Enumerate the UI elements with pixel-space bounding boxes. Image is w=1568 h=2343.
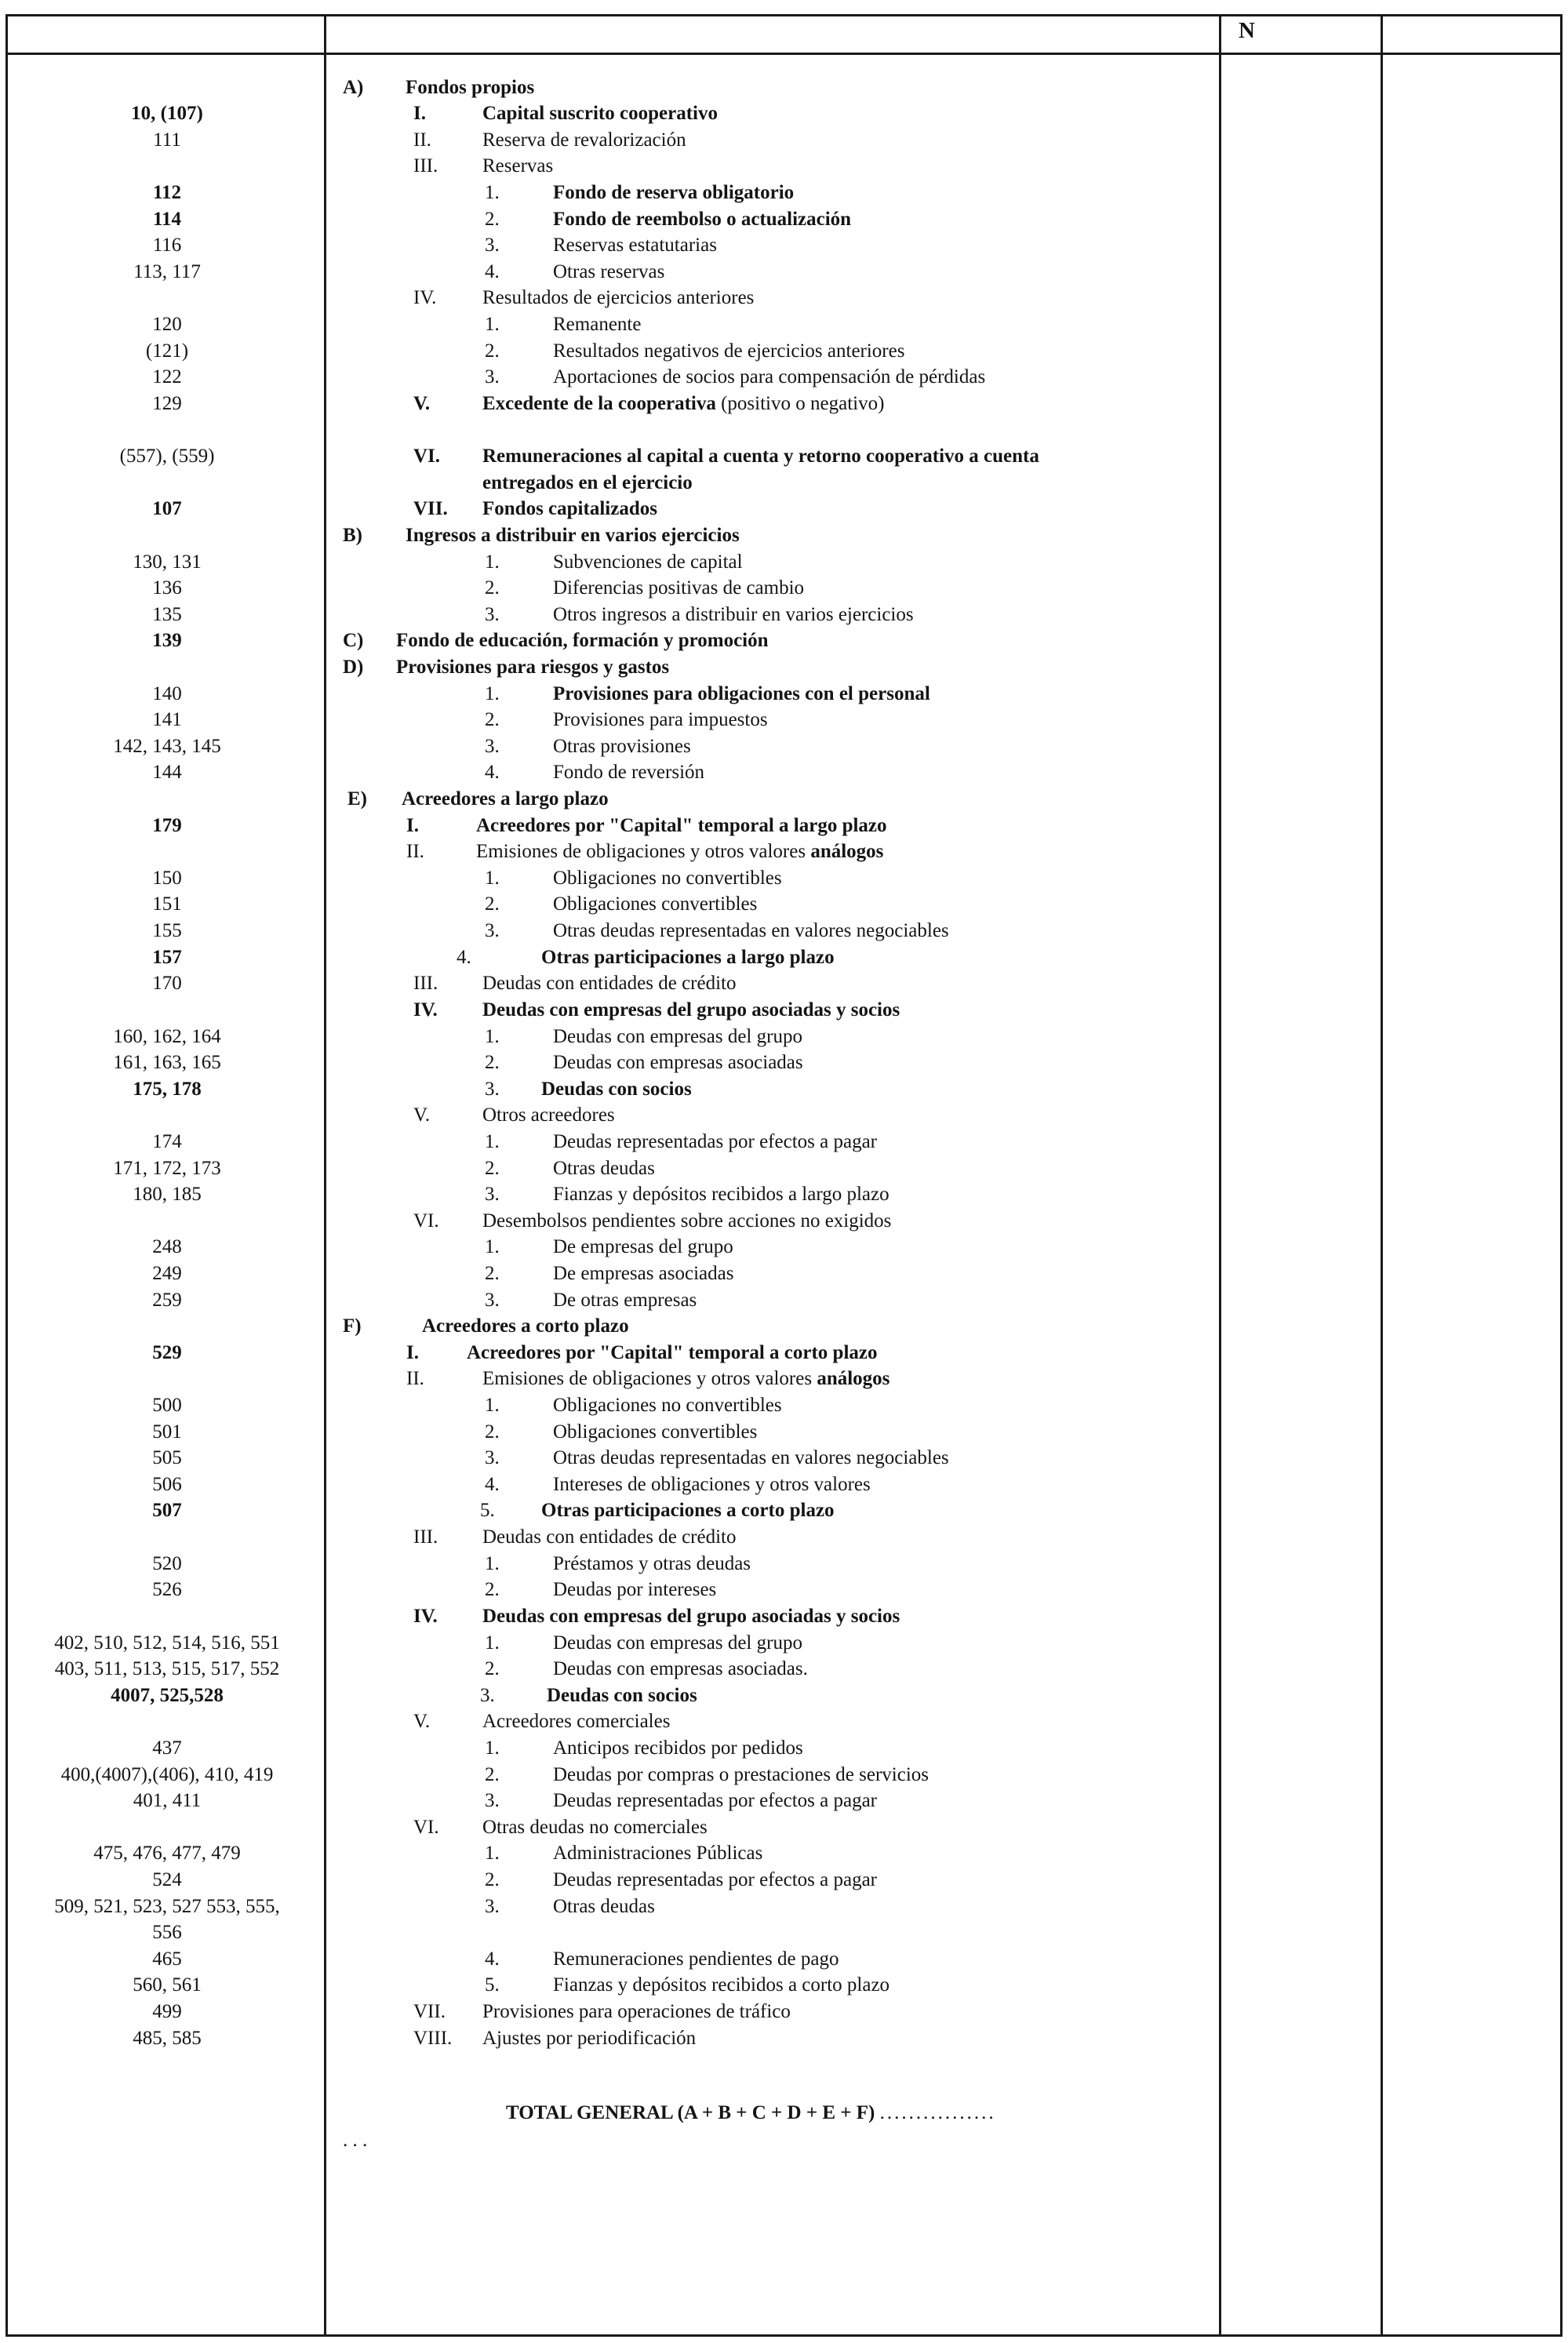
concept-text: Obligaciones no convertibles (553, 868, 782, 889)
concept-text: Deudas con socios (541, 1079, 692, 1100)
concept-text: De empresas asociadas (553, 1263, 734, 1284)
concept-label (482, 443, 1039, 470)
item-marker: 3. (485, 1079, 500, 1100)
account-code: 135 (152, 604, 182, 625)
item-marker: V. (413, 1104, 431, 1126)
concept-label (482, 391, 884, 417)
item-marker: 4. (485, 1474, 500, 1495)
concept-label (547, 1683, 697, 1709)
item-marker: 1. (485, 182, 500, 203)
account-code: 122 (152, 366, 182, 387)
concept-label (482, 2025, 696, 2052)
item-marker: IV. (413, 287, 437, 308)
item-marker: 2. (485, 340, 500, 362)
concept-label (553, 602, 914, 628)
concept-label (467, 1340, 878, 1366)
concept-label (553, 1762, 929, 1788)
account-code: 144 (152, 762, 182, 783)
item-marker: 1. (485, 1236, 500, 1257)
concept-text: Otros acreedores (482, 1104, 615, 1126)
concept-text: Deudas con empresas del grupo asociadas y socios (482, 999, 900, 1021)
account-code: 129 (152, 393, 182, 414)
item-marker: 3. (485, 604, 500, 625)
concept-text: Remuneraciones al capital a cuenta y retorno cooperativo a cuenta (482, 446, 1039, 467)
item-marker: VIII. (413, 2028, 453, 2049)
item-marker: 1. (485, 1395, 500, 1416)
concept-label (482, 1603, 900, 1630)
concept-text: Fondo de reembolso o actualización (553, 209, 852, 230)
item-marker: 1. (485, 683, 500, 704)
concept-label (553, 364, 985, 391)
concept-label (482, 1708, 670, 1735)
item-marker: 3. (485, 1290, 500, 1311)
account-code: (121) (145, 340, 189, 362)
concept-label (553, 1972, 890, 1999)
concept-text: Emisiones de obligaciones y otros valores (482, 1368, 817, 1389)
account-code: 500 (152, 1395, 182, 1416)
item-marker: 4. (457, 947, 471, 968)
account-code: 142, 143, 145 (113, 736, 221, 757)
concept-text: Fianzas y depósitos recibidos a corto plazo (553, 1974, 890, 1996)
concept-text: Provisiones para operaciones de tráfico (482, 2001, 791, 2022)
concept-text: Acreedores comerciales (482, 1711, 671, 1732)
account-code: 157 (152, 947, 182, 968)
item-marker: I. (406, 815, 419, 836)
concept-text: Provisiones para obligaciones con el personal (553, 683, 930, 704)
account-code: 249 (152, 1263, 182, 1284)
item-marker: E) (347, 788, 367, 809)
item-marker: 2. (485, 1579, 500, 1600)
account-code: 556 (152, 1922, 182, 1943)
concept-text: Otros ingresos a distribuir en varios ejercicios (553, 604, 914, 625)
account-code: 171, 172, 173 (113, 1158, 221, 1179)
item-marker: 2. (485, 1421, 500, 1443)
account-code: 485, 585 (133, 2028, 202, 2049)
concept-text: Provisiones para riesgos y gastos (396, 657, 670, 678)
account-code: 437 (152, 1737, 182, 1759)
concept-text: Desembolsos pendientes sobre acciones no exigidos (482, 1210, 892, 1232)
concept-text: Ingresos a distribuir en varios ejercicios (406, 525, 740, 546)
account-code: 174 (152, 1131, 182, 1152)
concept-label (553, 259, 664, 286)
concept-label (553, 1472, 871, 1498)
concept-text: Resultados negativos de ejercicios anteriores (553, 340, 905, 362)
item-marker: 1. (485, 1737, 500, 1759)
concept-text: Reservas (482, 155, 554, 176)
item-marker: 1. (485, 1026, 500, 1047)
account-code: 520 (152, 1553, 182, 1574)
account-code: 151 (152, 893, 182, 915)
item-marker: 3. (485, 1790, 500, 1811)
account-code: 509, 521, 523, 527 553, 555, (54, 1896, 280, 1917)
item-marker: 2. (485, 577, 500, 598)
concept-suffix: análogos (810, 841, 884, 862)
concept-text: Capital suscrito cooperativo (482, 103, 718, 124)
item-marker: 4. (485, 1948, 500, 1970)
concept-label (553, 575, 804, 602)
item-marker: VI. (413, 1817, 439, 1838)
concept-text: Provisiones para impuestos (553, 709, 768, 730)
concept-text: Otras reservas (553, 261, 665, 282)
total-label: TOTAL GENERAL (A + B + C + D + E + F) (506, 2102, 875, 2123)
item-marker: 3. (485, 736, 500, 757)
concept-text: Acreedores por "Capital" temporal a largo plazo (476, 815, 887, 836)
concept-label (553, 1261, 733, 1287)
concept-text: Remuneraciones pendientes de pago (553, 1948, 839, 1970)
concept-label (406, 522, 740, 549)
item-marker: 3. (485, 920, 500, 941)
concept-label (482, 997, 900, 1024)
item-marker: 3. (485, 1184, 500, 1205)
concept-label (553, 1946, 839, 1973)
account-code: 130, 131 (133, 551, 202, 573)
concept-label (476, 839, 883, 865)
account-code: 175, 178 (133, 1079, 202, 1100)
concept-label (553, 1050, 803, 1076)
account-code: 529 (152, 1342, 182, 1363)
item-marker: VII. (413, 498, 448, 519)
item-marker: IV. (413, 999, 438, 1021)
concept-text: Deudas representadas por efectos a pagar (553, 1131, 877, 1152)
item-marker: 3. (485, 235, 500, 256)
concept-text: Reserva de revalorización (482, 129, 686, 151)
item-marker: VI. (413, 1210, 439, 1232)
concept-label (553, 1419, 757, 1446)
concept-label (541, 944, 835, 971)
concept-text: Fondo de educación, formación y promoción (396, 630, 769, 651)
item-marker: 1. (485, 1553, 500, 1574)
concept-text: Otras deudas representadas en valores negociables (553, 1447, 949, 1468)
item-marker: 1. (485, 314, 500, 335)
account-code: 161, 163, 165 (113, 1052, 221, 1073)
concept-label (553, 1551, 751, 1577)
item-marker: 3. (480, 1685, 495, 1706)
account-code: 113, 117 (133, 261, 201, 282)
concept-label (541, 1497, 835, 1524)
account-code: 403, 511, 513, 515, 517, 552 (54, 1658, 280, 1679)
continuation-dots: . . . (343, 2130, 368, 2151)
account-code: 524 (152, 1869, 182, 1890)
concept-text: Deudas por intereses (553, 1579, 717, 1600)
account-code: 499 (152, 2001, 182, 2022)
concept-label (482, 285, 754, 311)
concept-label (553, 549, 743, 576)
concept-text: Excedente de la cooperativa (482, 393, 716, 414)
concept-text: Acreedores a largo plazo (402, 788, 609, 809)
account-code: 560, 561 (133, 1974, 202, 1996)
item-marker: 2. (485, 1869, 500, 1890)
right-border (1560, 14, 1563, 2337)
concept-label (553, 1577, 716, 1603)
item-marker: 2. (485, 1658, 500, 1679)
concept-label (553, 1840, 762, 1867)
item-marker: 1. (485, 1131, 500, 1152)
concept-label (482, 496, 657, 522)
concept-label (482, 470, 693, 497)
item-marker: F) (343, 1315, 362, 1337)
concept-text: Fondo de reversión (553, 762, 705, 783)
item-marker: II. (413, 129, 431, 151)
item-marker: 1. (485, 1843, 500, 1864)
account-code: 111 (153, 129, 181, 151)
account-code: (557), (559) (119, 446, 215, 467)
item-marker: 2. (485, 1158, 500, 1179)
concept-text: Otras deudas representadas en valores negociables (553, 920, 949, 941)
concept-text: Anticipos recibidos por pedidos (553, 1737, 803, 1759)
column-divider-n (1381, 14, 1383, 2337)
concept-label (482, 970, 737, 997)
concept-text: Deudas con empresas del grupo asociadas y socios (482, 1606, 900, 1627)
concept-text: Deudas con entidades de crédito (482, 973, 737, 994)
concept-label (553, 206, 851, 233)
account-code: 10, (107) (131, 103, 203, 124)
concept-label (422, 1313, 629, 1340)
concept-text: Obligaciones convertibles (553, 893, 758, 915)
account-code: 4007, 525,528 (111, 1685, 224, 1706)
concept-label (482, 1102, 615, 1129)
concept-label (553, 1867, 877, 1894)
item-marker: 2. (485, 209, 500, 230)
column-divider-concepts (1219, 14, 1221, 2337)
concept-text: Diferencias positivas de cambio (553, 577, 805, 598)
item-marker: III. (413, 155, 438, 176)
concept-label (396, 654, 669, 681)
item-marker: B) (343, 525, 362, 546)
concept-label (553, 865, 782, 892)
account-code: 526 (152, 1579, 182, 1600)
total-leader: ................ (879, 2102, 996, 2123)
concept-label (553, 707, 768, 733)
top-border (5, 14, 1563, 16)
item-marker: 3. (485, 1896, 500, 1917)
concept-label (553, 1234, 733, 1261)
item-marker: II. (406, 1368, 424, 1389)
item-marker: 4. (485, 762, 500, 783)
item-marker: D) (343, 657, 364, 678)
item-marker: V. (413, 1711, 431, 1732)
item-marker: IV. (413, 1606, 438, 1627)
account-code: 501 (152, 1421, 182, 1443)
concept-text: Deudas con socios (547, 1685, 697, 1706)
column-header-n: N (1239, 18, 1255, 43)
account-code: 259 (152, 1290, 182, 1311)
concept-text: Otras provisiones (553, 736, 691, 757)
item-marker: 2. (485, 1052, 500, 1073)
concept-text: Acreedores a corto plazo (422, 1315, 629, 1337)
item-marker: 2. (485, 1764, 500, 1785)
concept-text: Fondo de reserva obligatorio (553, 182, 795, 203)
account-code: 136 (152, 577, 182, 598)
account-code: 141 (152, 709, 182, 730)
item-marker: A) (343, 77, 364, 98)
concept-label (553, 733, 691, 760)
item-marker: 2. (485, 893, 500, 915)
account-code: 248 (152, 1236, 182, 1257)
account-code: 507 (152, 1500, 182, 1521)
concept-text: Emisiones de obligaciones y otros valores (476, 841, 811, 862)
concept-text: Otras deudas (553, 1896, 655, 1917)
item-marker: 3. (485, 366, 500, 387)
item-marker: 5. (480, 1500, 495, 1521)
concept-text: Ajustes por periodificación (482, 2028, 697, 2049)
account-code: 114 (152, 209, 182, 230)
concept-label (402, 786, 609, 813)
item-marker: 4. (485, 261, 500, 282)
concept-label (553, 918, 949, 944)
account-code: 116 (152, 235, 182, 256)
concept-label (553, 1181, 890, 1208)
concept-label (553, 681, 930, 708)
item-marker: II. (406, 841, 424, 862)
concept-text: Intereses de obligaciones y otros valores (553, 1474, 871, 1495)
concept-label (553, 1129, 877, 1155)
concept-text: De otras empresas (553, 1290, 697, 1311)
account-code: 506 (152, 1474, 182, 1495)
account-code: 401, 411 (133, 1790, 202, 1811)
concept-label (482, 1524, 737, 1551)
item-marker: 2. (485, 1263, 500, 1284)
account-code: 107 (152, 498, 182, 519)
account-code: 140 (152, 683, 182, 704)
account-code: 139 (152, 630, 182, 651)
concept-text: Deudas con entidades de crédito (482, 1526, 737, 1548)
account-code: 402, 510, 512, 514, 516, 551 (54, 1632, 280, 1654)
concept-label (406, 75, 534, 101)
concept-text: Fianzas y depósitos recibidos a largo plazo (553, 1184, 890, 1205)
account-code: 150 (152, 868, 182, 889)
concept-text: Deudas con empresas del grupo (553, 1026, 802, 1047)
concept-text: Deudas representadas por efectos a pagar (553, 1790, 877, 1811)
concept-label (541, 1076, 692, 1103)
item-marker: 3. (485, 1447, 500, 1468)
concept-text: Fondos capitalizados (482, 498, 657, 519)
item-marker: III. (413, 1526, 438, 1548)
concept-label (396, 628, 769, 654)
concept-text: De empresas del grupo (553, 1236, 733, 1257)
item-marker: 1. (485, 1632, 500, 1654)
concept-text: Deudas con empresas del grupo (553, 1632, 802, 1654)
concept-text: Deudas por compras o prestaciones de servicios (553, 1764, 930, 1785)
concept-text: Deudas representadas por efectos a pagar (553, 1869, 877, 1890)
concept-label (553, 1024, 802, 1050)
account-code: 160, 162, 164 (113, 1026, 221, 1047)
concept-label (553, 1287, 697, 1314)
concept-text: Reservas estatutarias (553, 235, 717, 256)
item-marker: VII. (413, 2001, 446, 2022)
account-code: 505 (152, 1447, 182, 1468)
concept-text: Otras deudas (553, 1158, 655, 1179)
concept-suffix: análogos (817, 1368, 890, 1389)
account-code: 475, 476, 477, 479 (93, 1843, 241, 1864)
concept-label (553, 1735, 803, 1762)
concept-label (553, 1630, 802, 1657)
concept-label (553, 759, 704, 786)
concept-label (553, 180, 794, 206)
concept-label (553, 1894, 655, 1920)
concept-label (553, 311, 641, 338)
concept-text: Fondos propios (406, 77, 535, 98)
concept-label (553, 1445, 949, 1472)
item-marker: III. (413, 973, 438, 994)
concept-text: entregados en el ejercicio (482, 472, 693, 493)
concept-text: Obligaciones no convertibles (553, 1395, 782, 1416)
concept-text: Obligaciones convertibles (553, 1421, 758, 1443)
concept-text: Aportaciones de socios para compensación de pérdidas (553, 366, 986, 387)
item-marker: I. (413, 103, 426, 124)
account-code: 400,(4007),(406), 410, 419 (60, 1764, 274, 1785)
item-marker: 5. (485, 1974, 500, 1996)
account-code: 170 (152, 973, 182, 994)
concept-label (476, 813, 887, 839)
concept-text: Administraciones Públicas (553, 1843, 763, 1864)
concept-label (553, 1155, 655, 1182)
item-marker: V. (413, 393, 431, 414)
concept-label (482, 1208, 891, 1235)
concept-suffix: (positivo o negativo) (715, 393, 885, 414)
account-code: 112 (152, 182, 182, 203)
item-marker: 2. (485, 709, 500, 730)
concept-label (553, 1392, 782, 1419)
account-code: 179 (152, 815, 182, 836)
item-marker: C) (343, 630, 364, 651)
concept-text: Acreedores por "Capital" temporal a corto plazo (467, 1342, 878, 1363)
concept-label (553, 1656, 808, 1683)
concept-label (482, 127, 686, 154)
concept-label (482, 100, 718, 127)
concept-label (482, 1999, 791, 2025)
concept-label (482, 1366, 890, 1392)
item-marker: I. (406, 1342, 419, 1363)
concept-label (482, 153, 553, 180)
header-separator (5, 53, 1563, 55)
concept-text: Deudas con empresas asociadas. (553, 1658, 808, 1679)
item-marker: VI. (413, 446, 441, 467)
concept-label (553, 891, 757, 918)
concept-text: Resultados de ejercicios anteriores (482, 287, 755, 308)
concept-label (482, 1814, 708, 1841)
concept-text: Otras deudas no comerciales (482, 1817, 708, 1838)
concept-text: Subvenciones de capital (553, 551, 743, 573)
total-general-label (506, 2100, 996, 2127)
concept-text: Otras participaciones a largo plazo (541, 947, 835, 968)
concept-text: Préstamos y otras deudas (553, 1553, 751, 1574)
concept-text: Otras participaciones a corto plazo (541, 1500, 835, 1521)
concept-label (553, 338, 904, 365)
concept-text: Remanente (553, 314, 642, 335)
account-code: 180, 185 (133, 1184, 202, 1205)
concept-label (553, 1788, 877, 1814)
account-code: 120 (152, 314, 182, 335)
account-code: 465 (152, 1948, 182, 1970)
account-code: 155 (152, 920, 182, 941)
bottom-border (5, 2334, 1563, 2337)
concept-text: Deudas con empresas asociadas (553, 1052, 803, 1073)
item-marker: 1. (485, 868, 500, 889)
item-marker: 1. (485, 551, 500, 573)
concept-label (553, 232, 717, 259)
